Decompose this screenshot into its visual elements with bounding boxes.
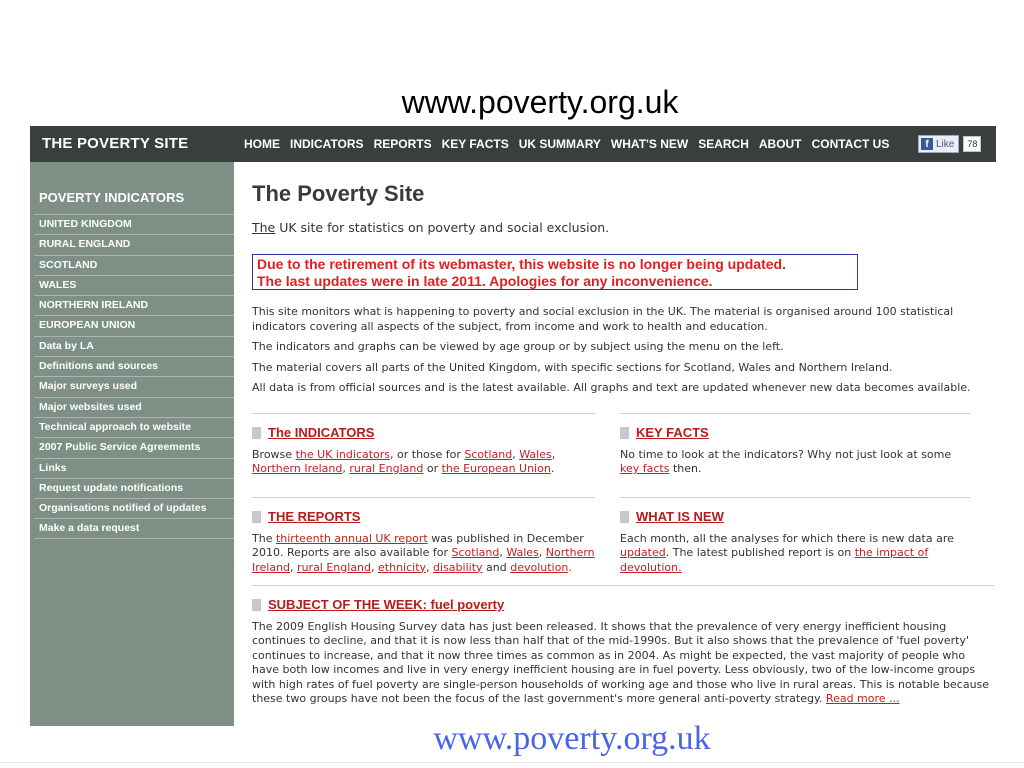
retirement-notice	[252, 254, 858, 290]
link-ethnicity-report[interactable]: ethnicity	[378, 560, 427, 574]
text: then.	[669, 462, 702, 475]
square-bullet-icon	[620, 427, 629, 439]
link-scotland[interactable]: Scotland	[464, 447, 513, 461]
bottom-divider	[0, 762, 1024, 763]
text: ,	[499, 546, 507, 559]
link-scotland-report[interactable]: Scotland	[451, 546, 500, 559]
tagline	[252, 220, 609, 235]
text: or	[423, 462, 442, 475]
whats-new-heading[interactable]: WHAT IS NEW	[636, 509, 724, 524]
text: ,	[538, 546, 546, 559]
square-bullet-icon	[252, 427, 261, 439]
sidebar-item-scotland[interactable]: SCOTLAND	[34, 255, 234, 275]
indicators-heading[interactable]: The INDICATORS	[268, 425, 375, 440]
top-nav-bar	[30, 126, 996, 162]
indicators-block	[252, 413, 595, 477]
intro-paragraph: This site monitors what is happening to poverty and social exclusion in the UK. The material is organised around 100 statistical indicators covering all aspects of the subject, from income and work to health and education.	[252, 305, 954, 333]
sidebar-item-european-union[interactable]: EUROPEAN UNION	[34, 315, 234, 335]
link-rural-england[interactable]: rural England	[349, 462, 424, 475]
text: .	[550, 462, 555, 475]
text: ,	[342, 462, 350, 475]
sidebar-item-united-kingdom[interactable]: UNITED KINGDOM	[34, 214, 234, 234]
sidebar-list	[34, 214, 234, 539]
slide-title: www.poverty.org.uk	[401, 84, 679, 120]
link-wales-report[interactable]: Wales	[506, 546, 539, 559]
footer-url-link[interactable]: www.poverty.org.uk	[433, 720, 711, 757]
link-rural-england-report[interactable]: rural England	[297, 560, 372, 574]
divider	[620, 497, 970, 498]
text: and	[482, 560, 511, 574]
page-title: The Poverty Site	[252, 181, 425, 206]
square-bullet-icon	[252, 599, 261, 611]
link-wales[interactable]: Wales	[519, 447, 552, 461]
text: No time to look at the indicators? Why not just look at some	[620, 447, 952, 461]
read-more-link[interactable]: Read more ...	[825, 692, 900, 705]
nav-contact-us[interactable]: CONTACT US	[811, 137, 890, 151]
intro-paragraph: The material covers all parts of the United Kingdom, with specific sections for Scotland, Wales and Northern Ireland.	[252, 360, 893, 374]
like-label: Like	[936, 138, 955, 150]
divider	[620, 413, 970, 414]
key-facts-heading[interactable]: KEY FACTS	[636, 425, 709, 440]
text: ,	[512, 447, 520, 461]
intro-paragraph: The indicators and graphs can be viewed by age group or by subject using the menu on the left.	[252, 340, 784, 353]
sidebar-item-northern-ireland[interactable]: NORTHERN IRELAND	[34, 295, 234, 315]
link-devolution-report[interactable]: devolution	[510, 560, 569, 574]
tagline-the: The	[252, 220, 276, 235]
text: ,	[551, 447, 556, 461]
nav-indicators[interactable]: INDICATORS	[290, 137, 364, 151]
nav-key-facts[interactable]: KEY FACTS	[441, 137, 509, 151]
sidebar-item-links[interactable]: Links	[34, 458, 234, 478]
sidebar-item-data-request[interactable]: Make a data request	[34, 518, 234, 538]
whats-new-text	[620, 532, 970, 576]
key-facts-text	[620, 448, 970, 477]
nav-reports[interactable]: REPORTS	[373, 137, 432, 151]
reports-block	[252, 497, 595, 575]
like-count: 78	[963, 136, 981, 152]
divider	[252, 413, 595, 414]
sidebar-item-rural-england[interactable]: RURAL ENGLAND	[34, 234, 234, 254]
sidebar-item-major-surveys[interactable]: Major surveys used	[34, 376, 234, 396]
text: , or those for	[390, 447, 465, 461]
text: ,	[371, 560, 379, 574]
text: Browse	[252, 447, 296, 461]
facebook-like	[918, 135, 981, 153]
intro-text	[252, 305, 992, 402]
nav-whats-new[interactable]: WHAT'S NEW	[610, 137, 689, 151]
site-logo[interactable]: THE POVERTY SITE	[42, 135, 189, 152]
nav-search[interactable]: SEARCH	[698, 137, 749, 151]
link-disability-report[interactable]: disability	[433, 560, 483, 574]
nav-home[interactable]: HOME	[244, 137, 280, 151]
text: The	[252, 531, 276, 545]
reports-text	[252, 532, 595, 576]
text: ,	[426, 560, 434, 574]
subject-text	[252, 620, 994, 707]
text: The 2009 English Housing Survey data has just been released. It shows that the prevalence of very energy inefficient housing continues to decline, and that it is now less than half that of the mid-1990s. But it also shows that the prevalence of 'fuel poverty' continues to increase, and that it now three times as common as in 2004. As might be expected, the vast majority of people who have both low incomes and live in very energy inefficient housing are in fuel poverty. Less obviously, two of the low-income groups with high rates of fuel poverty are single-person households of working age and those who live in rural areas. This is notable because these two groups have not been the focus of the last government's more general anti-poverty strategy.	[252, 619, 990, 705]
poverty-site-screenshot	[30, 126, 996, 726]
link-updated[interactable]: updated	[620, 546, 666, 559]
text: ,	[290, 560, 298, 574]
divider	[252, 585, 994, 586]
sidebar-item-organisations-notified[interactable]: Organisations notified of updates	[34, 498, 234, 518]
text: . The latest published report is on	[665, 546, 855, 559]
notice-line-1: Due to the retirement of its webmaster, this website is no longer being updated.	[257, 256, 786, 272]
facebook-like-button[interactable]	[918, 135, 959, 153]
indicators-text	[252, 448, 595, 477]
sidebar-item-data-by-la[interactable]: Data by LA	[34, 336, 234, 356]
text: Each month, all the analyses for which there is new data are	[620, 531, 954, 545]
sidebar-item-technical-approach[interactable]: Technical approach to website	[34, 417, 234, 437]
notice-line-2: The last updates were in late 2011. Apologies for any inconvenience.	[257, 273, 713, 289]
sidebar-item-psa-2007[interactable]: 2007 Public Service Agreements	[34, 437, 234, 457]
link-thirteenth-report[interactable]: thirteenth annual UK report	[275, 531, 428, 545]
nav-uk-summary[interactable]: UK SUMMARY	[518, 137, 601, 151]
link-uk-indicators[interactable]: the UK indicators	[295, 447, 391, 461]
square-bullet-icon	[252, 511, 261, 523]
divider	[252, 497, 595, 498]
sidebar-heading: POVERTY INDICATORS	[39, 190, 185, 205]
reports-heading[interactable]: THE REPORTS	[268, 509, 361, 524]
link-northern-ireland-report[interactable]: Northern Ireland	[252, 546, 595, 574]
key-facts-block	[620, 413, 970, 477]
text: was published in December 2010. Reports are also available for	[252, 531, 584, 559]
intro-paragraph: All data is from official sources and is the latest available. All graphs and text are updated whenever new data becomes available.	[252, 381, 971, 394]
sidebar-item-definitions[interactable]: Definitions and sources	[34, 356, 234, 376]
tagline-rest: UK site for statistics on poverty and social exclusion.	[275, 220, 610, 235]
text: .	[568, 560, 572, 574]
whats-new-block	[620, 497, 970, 575]
square-bullet-icon	[620, 511, 629, 523]
sidebar-item-wales[interactable]: WALES	[34, 275, 234, 295]
subject-of-week-block	[252, 585, 994, 707]
link-european-union[interactable]: the European Union	[441, 462, 551, 475]
sidebar-item-request-notifications[interactable]: Request update notifications	[34, 478, 234, 498]
link-impact-of-devolution[interactable]: the impact of devolution.	[620, 546, 929, 574]
facebook-icon: f	[921, 138, 933, 150]
sidebar	[30, 162, 234, 726]
link-northern-ireland[interactable]: Northern Ireland	[252, 462, 343, 475]
main-nav	[244, 137, 899, 151]
sidebar-item-major-websites[interactable]: Major websites used	[34, 397, 234, 417]
subject-heading[interactable]: SUBJECT OF THE WEEK: fuel poverty	[268, 597, 505, 612]
nav-about[interactable]: ABOUT	[758, 137, 802, 151]
link-key-facts[interactable]: key facts	[620, 462, 670, 475]
